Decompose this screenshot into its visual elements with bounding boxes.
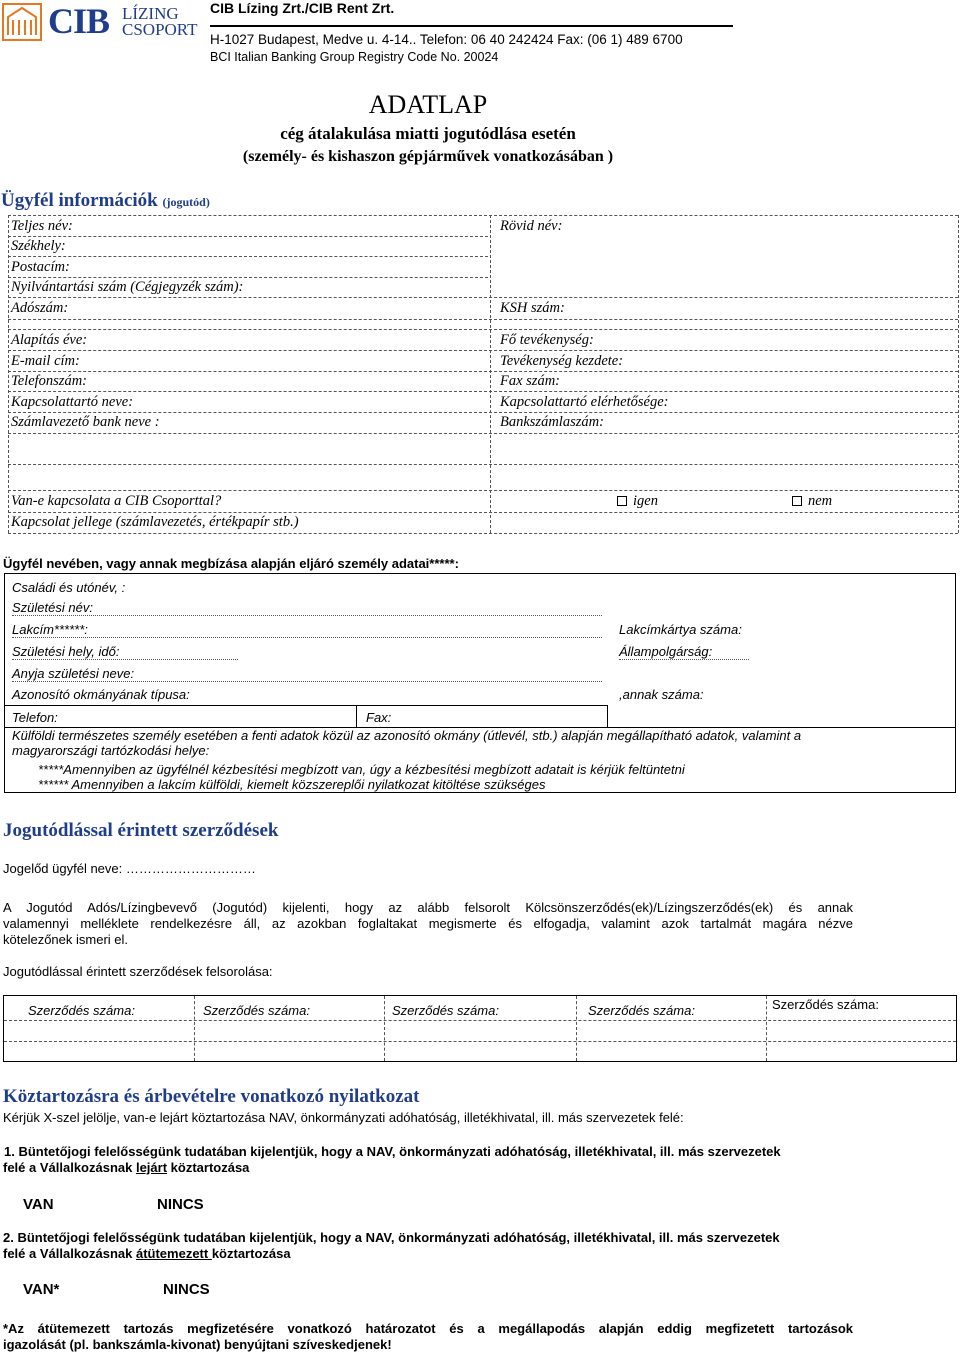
cib-relation-label: Van-e kapcsolata a CIB Csoporttal? <box>11 493 222 509</box>
contract-number-col-2: Szerződés száma: <box>203 1003 310 1018</box>
field-line <box>356 705 357 727</box>
statement1-nincs-option[interactable]: NINCS <box>157 1196 204 1213</box>
table-col-line <box>194 996 195 1061</box>
grid-line <box>8 256 488 257</box>
short-name-label: Rövid név: <box>500 218 563 234</box>
relation-type-label: Kapcsolat jellege (számlavezetés, értékpapír stb.) <box>11 514 299 530</box>
grid-line <box>8 277 488 278</box>
full-name-label: Teljes név: <box>11 218 73 234</box>
mother-name-label: Anyja születési neve: <box>12 666 135 681</box>
statement1-post: köztartozása <box>167 1160 250 1175</box>
field-line <box>12 637 602 638</box>
field-line <box>607 705 608 727</box>
seat-label: Székhely: <box>11 238 66 254</box>
footnote-delivery-agent: *****Amennyiben az ügyfélnél kézbesítési megbízott van, úgy a kézbesítési megbízott adatait is kérjük feltüntetni <box>38 762 685 777</box>
grid-line <box>8 533 958 534</box>
page-subtitle-2: (személy- és kishaszon gépjárművek vonatkozásában ) <box>242 148 614 165</box>
grid-line <box>8 236 488 237</box>
registry-code: BCI Italian Banking Group Registry Code No. 20024 <box>210 50 499 64</box>
client-info-heading <box>1 190 210 212</box>
grid-line <box>8 329 958 330</box>
yes-option[interactable] <box>617 493 658 510</box>
contact-name-label: Kapcsolattartó neve: <box>11 394 134 410</box>
no-checkbox[interactable] <box>792 496 802 506</box>
predecessor-label: Jogelőd ügyfél neve: <box>3 861 123 876</box>
contracts-list-label: Jogutódlással érintett szerződések felsorolása: <box>3 964 273 979</box>
statement2-nincs-option[interactable]: NINCS <box>163 1281 210 1298</box>
representative-box <box>4 573 956 793</box>
logo-text-line1: LÍZING <box>122 4 179 23</box>
client-info-title: Ügyfél információk <box>1 190 158 211</box>
contract-number-col-4: Szerződés száma: <box>588 1003 695 1018</box>
company-name: CIB Lízing Zrt./CIB Rent Zrt. <box>210 0 395 16</box>
main-activity-label: Fő tevékenység: <box>500 332 594 348</box>
statement2-line2 <box>3 1246 291 1261</box>
contract-number-col-5: Szerződés száma: <box>772 997 879 1012</box>
founded-year-label: Alapítás éve: <box>11 332 88 348</box>
footnote-line1: *Az átütemezett tartozás megfizetésére vonatkozó határozatot és a megállapodás alapján eddig megfizetett tartozások <box>3 1321 853 1336</box>
debt-intro: Kérjük X-szel jelölje, van-e lejárt köztartozása NAV, önkormányzati adóhatóság, illetékhivatal, ill. más szervezetek felé: <box>3 1110 684 1125</box>
grid-line <box>8 433 958 434</box>
citizenship-label: Állampolgárság: <box>619 644 713 659</box>
contract-number-col-3: Szerződés száma: <box>392 1003 499 1018</box>
family-name-label: Családi és utónév, : <box>12 580 126 595</box>
declaration-line3: kötelezőnek ismeri el. <box>3 932 128 947</box>
yes-label: igen <box>633 493 658 509</box>
ksh-number-label: KSH szám: <box>500 300 565 316</box>
address-card-label: Lakcímkártya száma: <box>619 622 742 637</box>
statement1-van-option[interactable]: VAN <box>23 1196 54 1213</box>
field-line <box>12 615 602 616</box>
rep-fax-label: Fax: <box>366 710 392 725</box>
postal-address-label: Postacím: <box>11 259 70 275</box>
id-number-label: ,annak száma: <box>619 687 704 702</box>
client-info-note: (jogutód) <box>162 195 210 209</box>
id-type-label: Azonosító okmányának típusa: <box>12 687 190 702</box>
cib-logo-icon <box>2 3 42 41</box>
address-label: Lakcím******: <box>12 622 88 637</box>
logo-text-main: CIB <box>48 1 110 41</box>
table-col-line <box>766 996 767 1061</box>
company-address: H-1027 Budapest, Medve u. 4-14.. Telefon: 06 40 242424 Fax: (06 1) 489 6700 <box>210 32 683 47</box>
statement1-line2 <box>3 1160 249 1175</box>
statement2-van-option[interactable]: VAN* <box>23 1281 60 1298</box>
grid-line <box>8 297 958 298</box>
contract-number-col-1: Szerződés száma: <box>28 1003 135 1018</box>
predecessor-dots: ………………………… <box>125 861 256 876</box>
email-label: E-mail cím: <box>11 353 80 369</box>
foreign-note-line1: Külföldi természetes személy esetében a fenti adatok közül az azonosító okmány (útlevél, stb.) alapján megállapítható adatok, valamint a <box>12 728 802 743</box>
page-subtitle-1: cég átalakulása miatti jogutódlása esetén <box>280 124 576 143</box>
representative-heading: Ügyfél nevében, vagy annak megbízása alapján eljáró személy adatai*****: <box>3 556 459 571</box>
field-line <box>12 659 238 660</box>
grid-line <box>8 512 958 513</box>
declaration-line1: A Jogutód Adós/Lízingbevevő (Jogutód) kijelenti, hogy az alább felsorolt Kölcsönszerződés(ek)/Lízingszerződés(ek) és annak <box>3 900 853 915</box>
footnote-foreign-address: ****** Amennyiben a lakcím külföldi, kiemelt közszereplői nyilatkozat kitöltése szükséges <box>38 777 546 792</box>
no-label: nem <box>808 493 833 509</box>
grid-line <box>8 215 9 533</box>
page-title: ADATLAP <box>368 90 488 119</box>
statement1-pre: felé a Vállalkozásnak <box>3 1160 136 1175</box>
rep-phone-label: Telefon: <box>12 710 58 725</box>
statement2-line1: 2. Büntetőjogi felelősségünk tudatában kijelentjük, hogy a NAV, önkormányzati adóhatóság, illetékhivatal, ill. más szervezetek <box>3 1230 780 1245</box>
declaration-line2: valamennyi melléklete rendelkezésre áll, az azokban foglaltakat megismerte és elfogadja, valamint azok tartalmát magára nézve <box>3 916 853 931</box>
table-row-line <box>4 1020 956 1021</box>
birth-place-label: Születési hely, idő: <box>12 644 120 659</box>
fax-number-label: Fax szám: <box>500 373 561 389</box>
debt-heading: Köztartozásra és árbevételre vonatkozó nyilatkozat <box>3 1086 420 1107</box>
grid-line <box>8 215 958 216</box>
contracts-heading: Jogutódlással érintett szerződések <box>3 820 279 841</box>
activity-start-label: Tevékenység kezdete: <box>500 353 624 369</box>
table-col-line <box>384 996 385 1061</box>
grid-line <box>8 412 958 413</box>
logo-text-line2: CSOPORT <box>122 20 198 39</box>
predecessor-field <box>3 861 256 876</box>
statement2-pre: felé a Vállalkozásnak <box>3 1246 136 1261</box>
field-line <box>12 681 602 682</box>
header-rule <box>210 25 733 27</box>
no-option[interactable] <box>792 493 832 510</box>
table-row-line <box>4 1041 956 1042</box>
grid-line <box>958 215 959 533</box>
footnote-line2: igazolását (pl. bankszámla-kivonat) benyújtani szíveskedjenek! <box>3 1337 392 1352</box>
table-col-line <box>576 996 577 1061</box>
grid-line <box>8 464 958 465</box>
grid-line <box>8 350 958 351</box>
statement1-line1: 1. Büntetőjogi felelősségünk tudatában kijelentjük, hogy a NAV, önkormányzati adóhatóság, illetékhivatal, ill. más szervezetek <box>4 1144 781 1159</box>
yes-checkbox[interactable] <box>617 496 627 506</box>
field-line <box>5 705 607 706</box>
registration-number-label: Nyilvántartási szám (Cégjegyzék szám): <box>11 279 244 295</box>
grid-line <box>490 215 491 533</box>
foreign-note-line2: magyarországi tartózkodási helye: <box>12 743 210 758</box>
birth-name-label: Születési név: <box>12 600 93 615</box>
grid-line <box>8 371 958 372</box>
statement2-rescheduled: átütemezett <box>135 1246 212 1261</box>
grid-line <box>8 319 958 320</box>
field-line <box>619 659 749 660</box>
grid-line <box>8 391 958 392</box>
statement1-overdue: lejárt <box>135 1160 168 1175</box>
statement2-post: köztartozása <box>211 1246 291 1261</box>
phone-label: Telefonszám: <box>11 373 87 389</box>
grid-line <box>8 490 958 491</box>
contact-reach-label: Kapcsolattartó elérhetősége: <box>500 394 669 410</box>
tax-number-label: Adószám: <box>11 300 69 316</box>
bank-account-label: Bankszámlaszám: <box>500 414 604 430</box>
bank-name-label: Számlavezető bank neve : <box>11 414 160 430</box>
